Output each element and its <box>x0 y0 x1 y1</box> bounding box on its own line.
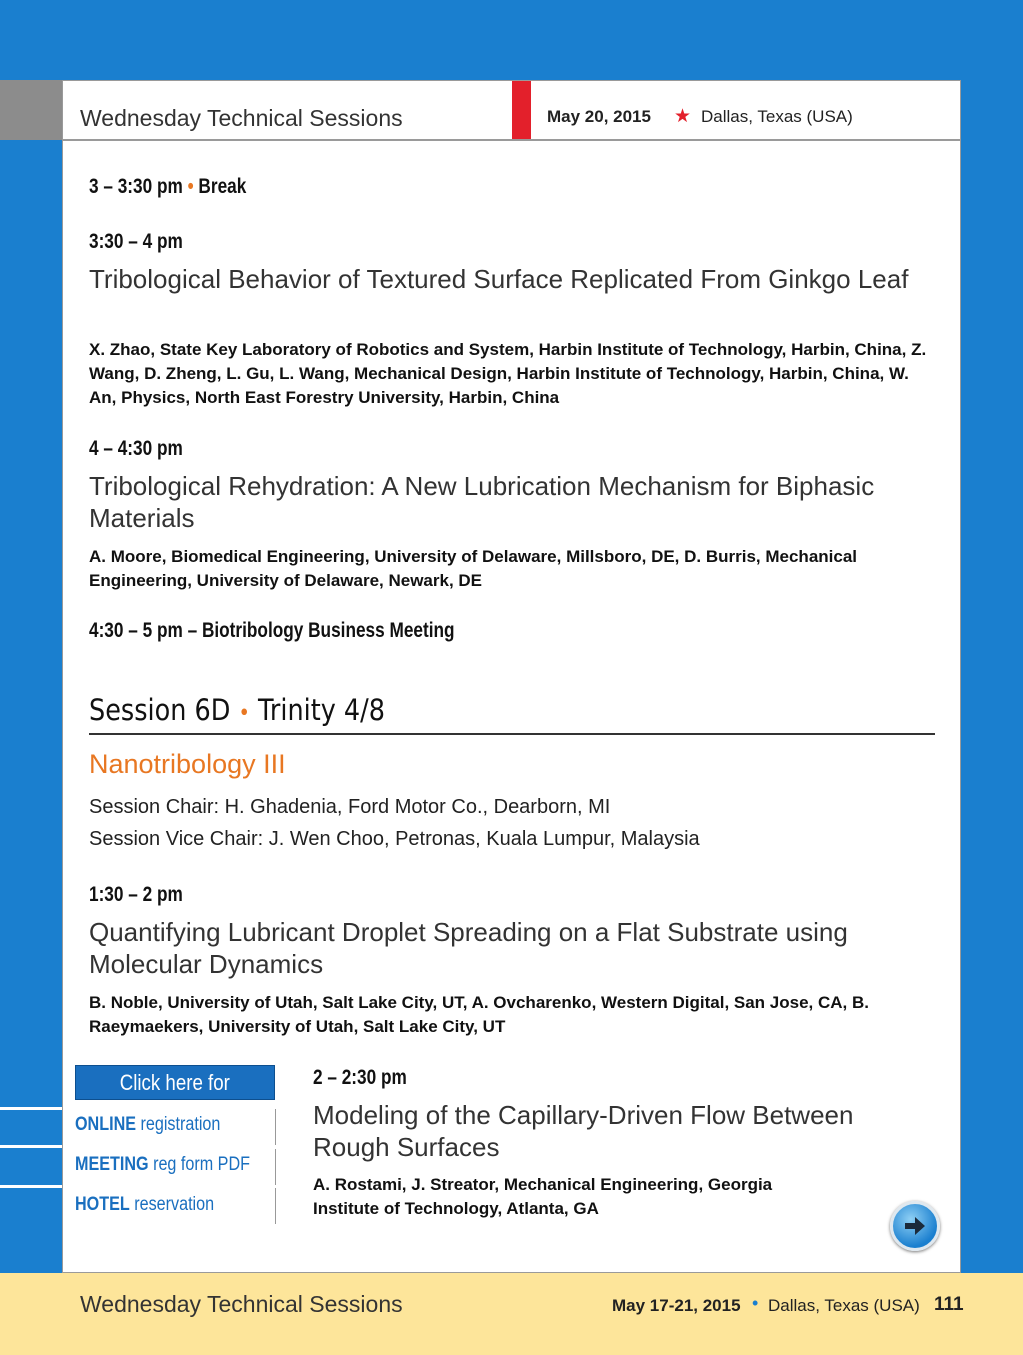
talk-title: Tribological Rehydration: A New Lubrication Mechanism for Biphasic Materials <box>89 471 875 533</box>
header-date: May 20, 2015 <box>547 107 651 126</box>
header-location: Dallas, Texas (USA) <box>701 107 853 126</box>
divider <box>0 1107 62 1110</box>
session-name: Nanotribology III <box>89 749 286 779</box>
footer-title: Wednesday Technical Sessions <box>80 1291 403 1317</box>
talk-time: 1:30 – 2 pm <box>89 883 183 906</box>
online-registration-link[interactable] <box>75 1114 246 1136</box>
talk-time: 2 – 2:30 pm <box>313 1066 407 1089</box>
break-label: Break <box>198 175 247 198</box>
business-meeting: 4:30 – 5 pm – Biotribology Business Meeting <box>89 619 455 642</box>
session-heading <box>89 693 935 735</box>
session-label: Session 6D <box>89 693 231 727</box>
link-text: reservation <box>129 1194 215 1215</box>
separator <box>275 1149 276 1185</box>
talk-time: 3:30 – 4 pm <box>89 230 183 253</box>
break-item <box>89 175 246 199</box>
session-room: Trinity 4/8 <box>258 693 386 727</box>
divider <box>0 1145 62 1148</box>
session-label-row <box>89 693 385 727</box>
session-vice-chair: Session Vice Chair: J. Wen Choo, Petronas, Kuala Lumpur, Malaysia <box>89 828 700 850</box>
page-title: Wednesday Technical Sessions <box>80 105 403 131</box>
link-bold: HOTEL <box>75 1194 130 1215</box>
bullet-icon: • <box>187 175 194 198</box>
link-text: reg form PDF <box>148 1154 250 1175</box>
talk-time: 4 – 4:30 pm <box>89 437 183 460</box>
talk-title: Modeling of the Capillary-Driven Flow Between Rough Surfaces <box>313 1100 854 1162</box>
click-here-label: Click here for <box>119 1070 231 1095</box>
separator <box>275 1188 276 1224</box>
click-here-banner[interactable] <box>75 1065 275 1100</box>
session-chair: Session Chair: H. Ghadenia, Ford Motor Co., Dearborn, MI <box>89 796 611 818</box>
hotel-reservation-link[interactable] <box>75 1194 239 1216</box>
top-banner <box>0 0 1023 80</box>
talk-authors: B. Noble, University of Utah, Salt Lake City, UT, A. Ovcharenko, Western Digital, San Jose, CA, B. Raeymaekers, University of Utah, Salt Lake City, UT <box>89 993 869 1036</box>
bullet-icon: • <box>238 701 250 726</box>
link-text: registration <box>136 1114 221 1135</box>
footer-date: May 17-21, 2015 <box>612 1296 741 1315</box>
page-number: 111 <box>934 1294 964 1315</box>
red-accent-bar <box>512 81 531 139</box>
star-icon: ★ <box>674 106 692 127</box>
bullet-icon: • <box>752 1293 759 1313</box>
talk-authors: A. Moore, Biomedical Engineering, University of Delaware, Millsboro, DE, D. Burris, Mechanical Engineering, University of Delaware, Newark, DE <box>89 547 858 590</box>
separator <box>275 1109 276 1145</box>
meeting-reg-form-link[interactable] <box>75 1154 281 1176</box>
link-bold: ONLINE <box>75 1114 137 1135</box>
page <box>62 80 961 1273</box>
next-page-button[interactable] <box>890 1201 940 1251</box>
break-time: 3 – 3:30 pm <box>89 175 183 198</box>
talk-authors: X. Zhao, State Key Laboratory of Robotics and System, Harbin Institute of Technology, Harbin, China, Z. Wang, D. Zheng, L. Gu, L. Wang, Mechanical Design, Harbin Institute of Technology, Harbin, China, W. An, Physics, North East Forestry University, Harbin, China <box>89 340 927 407</box>
arrow-right-icon <box>902 1213 928 1239</box>
page-header <box>63 81 960 141</box>
link-bold: MEETING <box>75 1154 149 1175</box>
talk-title: Tribological Behavior of Textured Surface Replicated From Ginkgo Leaf <box>89 264 909 294</box>
talk-authors: A. Rostami, J. Streator, Mechanical Engineering, Georgia Institute of Technology, Atlanta, GA <box>313 1175 773 1218</box>
header-tab <box>0 80 62 140</box>
footer-location: Dallas, Texas (USA) <box>768 1296 920 1315</box>
divider <box>0 1185 62 1188</box>
talk-title: Quantifying Lubricant Droplet Spreading on a Flat Substrate using Molecular Dynamics <box>89 917 848 979</box>
